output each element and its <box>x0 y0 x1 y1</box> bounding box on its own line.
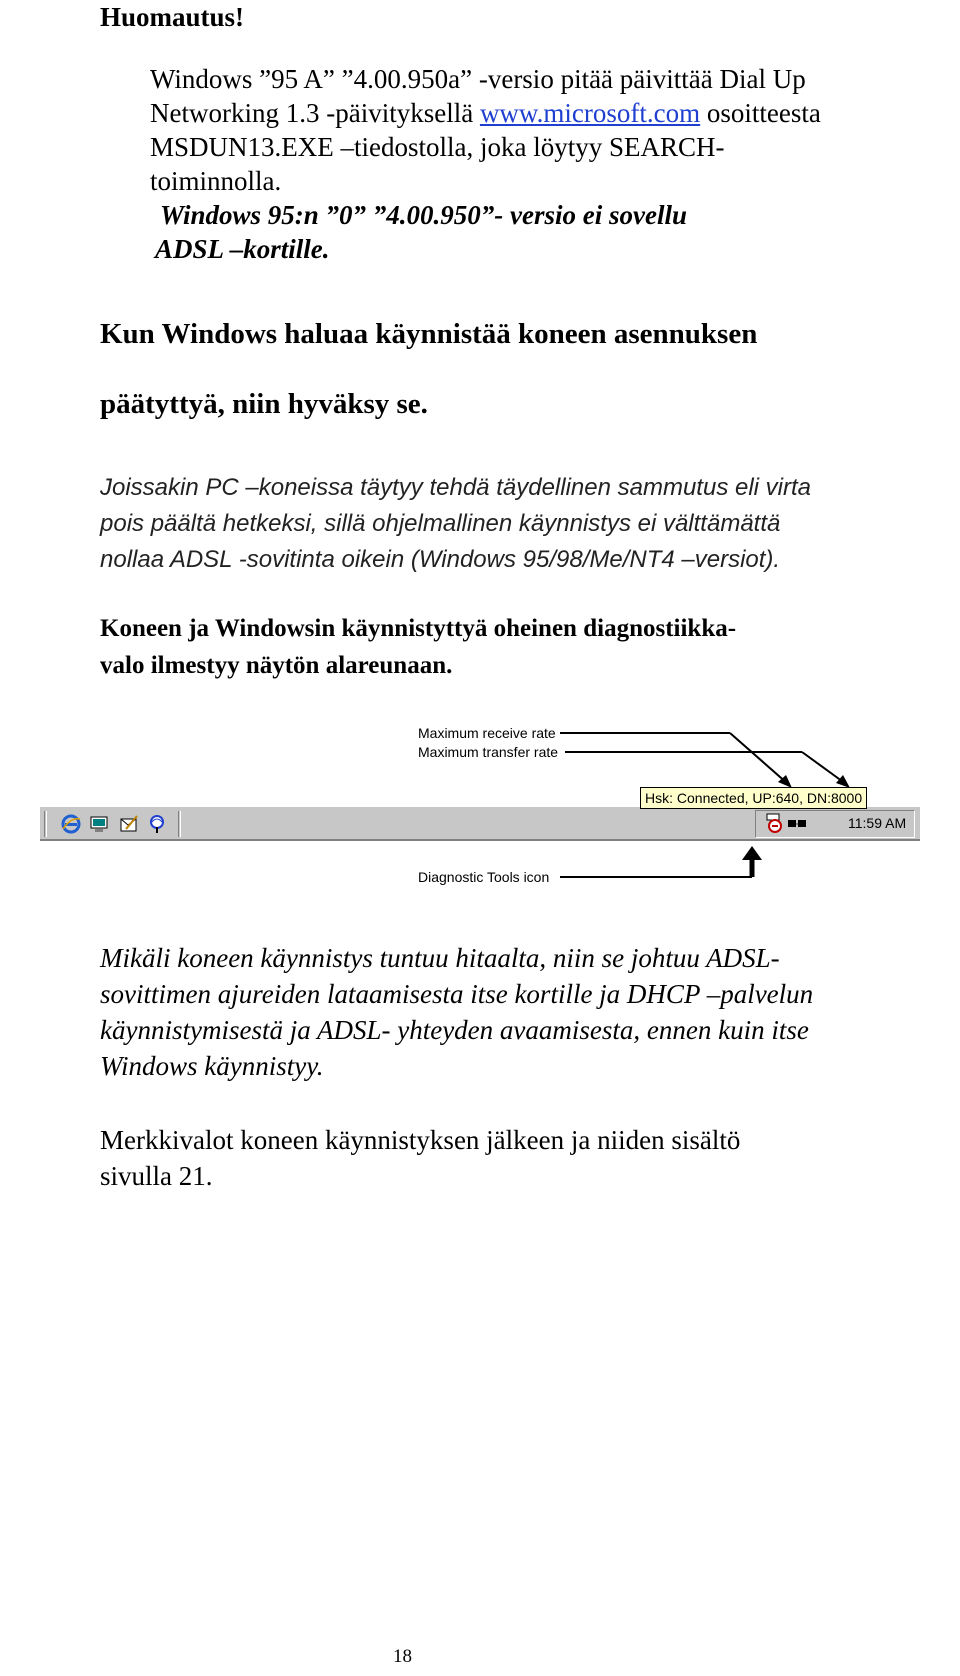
restart-line-2: päätyttyä, niin hyväksy se. <box>100 388 428 420</box>
outlook-icon[interactable] <box>118 813 140 835</box>
label-max-receive-rate: Maximum receive rate <box>418 725 556 741</box>
diagnostic-tools-icon[interactable] <box>764 812 786 834</box>
leds-line-2: sivulla 21. <box>100 1161 213 1191</box>
notice-line-4: toiminnolla. <box>150 166 282 196</box>
notice-line-1: Windows ”95 A” ”4.00.950a” -versio pitää päivittää Dial Up <box>150 64 806 94</box>
quicklaunch-separator <box>178 811 181 837</box>
shutdown-line-2: pois päältä hetkeksi, sillä ohjelmallinen käynnistys ei välttämättä <box>100 510 781 537</box>
notice-line-2-suffix: osoitteesta <box>706 98 821 128</box>
notice-line-2-text: Networking 1.3 -päivityksellä <box>150 98 474 128</box>
shutdown-line-3: nollaa ADSL -sovitinta oikein (Windows 95/98/Me/NT4 –versiot). <box>100 546 781 573</box>
microsoft-link[interactable]: www.microsoft.com <box>479 98 701 128</box>
label-max-transfer-rate: Maximum transfer rate <box>418 744 559 760</box>
windows-taskbar <box>40 805 920 841</box>
desktop-icon[interactable] <box>88 813 110 835</box>
slow-start-line-4: Windows käynnistyy. <box>100 1051 324 1081</box>
diagnostic-line-2: valo ilmestyy näytön alareunaan. <box>100 652 453 679</box>
slow-start-line-1: Mikäli koneen käynnistys tuntuu hitaalta, niin se johtuu ADSL- <box>100 943 780 973</box>
leds-line-1: Merkkivalot koneen käynnistyksen jälkeen ja niiden sisältö <box>100 1125 741 1155</box>
notice-line-3: MSDUN13.EXE –tiedostolla, joka löytyy SEARCH- <box>150 132 725 162</box>
restart-line-1: Kun Windows haluaa käynnistää koneen asennuksen <box>100 318 758 350</box>
label-diagnostic-tools-icon: Diagnostic Tools icon <box>418 869 550 885</box>
internet-explorer-icon[interactable] <box>60 813 82 835</box>
taskbar-grip <box>44 811 47 837</box>
taskbar-screenshot <box>40 725 920 890</box>
slow-start-line-2: sovittimen ajureiden lataamisesta itse kortille ja DHCP –palvelun <box>100 979 814 1009</box>
page-number: 18 <box>393 1646 412 1667</box>
notice-emphasis-2: ADSL –kortille. <box>155 234 330 264</box>
notice-emphasis-1: Windows 95:n ”0” ”4.00.950”- versio ei sovellu <box>160 200 688 230</box>
diagnostic-arrowhead <box>742 846 762 860</box>
receive-rate-arrow <box>730 733 788 784</box>
slow-start-line-3: käynnistymisestä ja ADSL- yhteyden avaamisesta, ennen kuin itse <box>100 1015 809 1045</box>
taskbar-clock[interactable]: 11:59 AM <box>848 815 907 831</box>
diagnostic-line-1: Koneen ja Windowsin käynnistyttyä oheinen diagnostiikka- <box>100 615 737 642</box>
notice-line-2 <box>150 96 821 130</box>
channels-icon[interactable] <box>146 813 168 835</box>
connection-tooltip: Hsk: Connected, UP:640, DN:8000 <box>640 787 867 809</box>
network-icon[interactable] <box>786 812 808 834</box>
notice-title: Huomautus! <box>100 2 245 32</box>
shutdown-line-1: Joissakin PC –koneissa täytyy tehdä täydellinen sammutus eli virta <box>100 474 811 501</box>
